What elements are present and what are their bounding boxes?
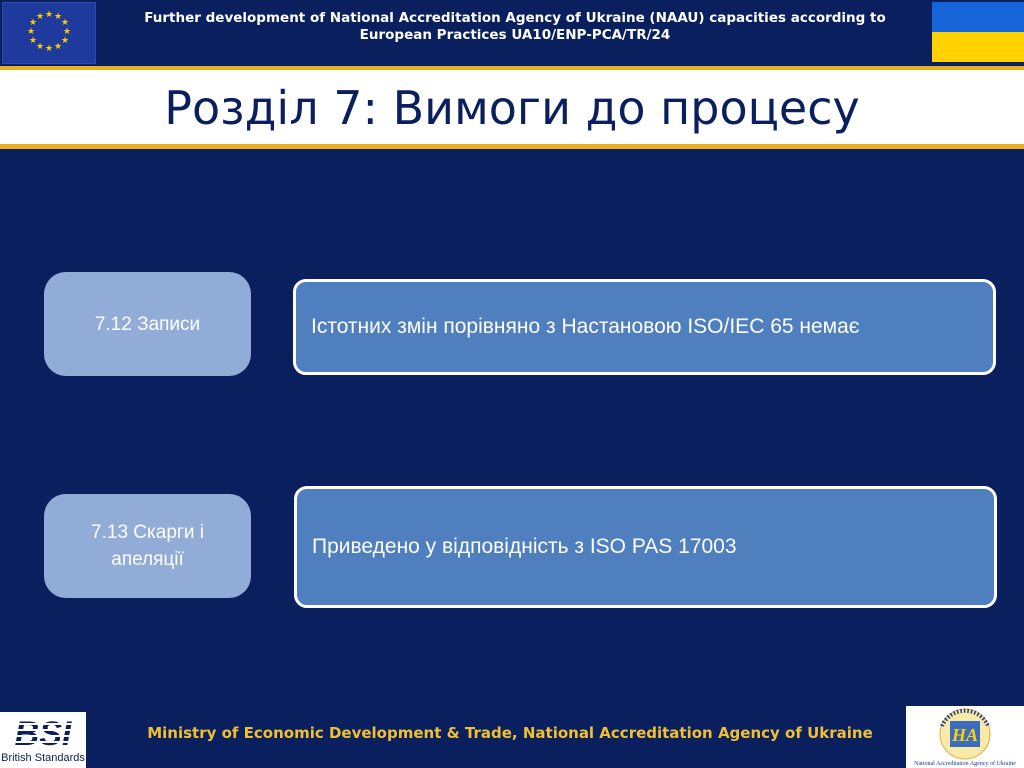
svg-text:★: ★	[26, 27, 36, 37]
svg-text:★: ★	[28, 18, 38, 28]
section-label-7-12: 7.12 Записи	[44, 272, 251, 376]
svg-text:★: ★	[28, 36, 38, 46]
svg-text:★: ★	[60, 18, 70, 28]
svg-text:★: ★	[53, 42, 63, 52]
section-content-text: Приведено у відповідність з ISO PAS 17003	[312, 535, 737, 558]
bsi-logo	[0, 712, 86, 768]
ukraine-flag-icon	[932, 2, 1024, 62]
svg-text:★: ★	[44, 10, 54, 20]
svg-text:★: ★	[53, 12, 63, 22]
eu-flag-icon	[2, 2, 96, 64]
bsi-logo-text: BSI	[14, 715, 72, 749]
svg-text:★: ★	[35, 42, 45, 52]
bsi-logo-icon	[3, 715, 83, 749]
naau-caption: National Accreditation Agency of Ukraine	[914, 761, 1016, 767]
section-content-text: Істотних змін порівняно з Настановою ISO/IEC 65 немає	[311, 315, 860, 338]
divider-bottom	[0, 144, 1024, 149]
page-title: Розділ 7: Вимоги до процесу	[164, 81, 860, 135]
section-label-text: 7.13 Скарги і апеляції	[91, 522, 204, 570]
project-title: Further development of National Accreditation Agency of Ukraine (NAAU) capacities according to European Practices UA10/ENP-PCA/TR/24	[144, 10, 886, 43]
section-label-7-13	[44, 494, 251, 598]
svg-text:★: ★	[60, 36, 70, 46]
section-content-7-13	[294, 486, 997, 608]
footer-organization: Ministry of Economic Development & Trade, National Accreditation Agency of Ukraine	[147, 724, 873, 742]
svg-text:★: ★	[44, 44, 54, 54]
svg-text:★: ★	[62, 27, 72, 37]
naau-logo	[906, 706, 1024, 768]
section-content-7-12	[293, 279, 996, 375]
naau-logo-text: НА	[951, 725, 979, 745]
naau-logo-icon	[906, 706, 1024, 768]
header-bar	[0, 0, 1024, 66]
svg-text:★: ★	[35, 12, 45, 22]
bsi-caption: British Standards	[1, 752, 85, 764]
